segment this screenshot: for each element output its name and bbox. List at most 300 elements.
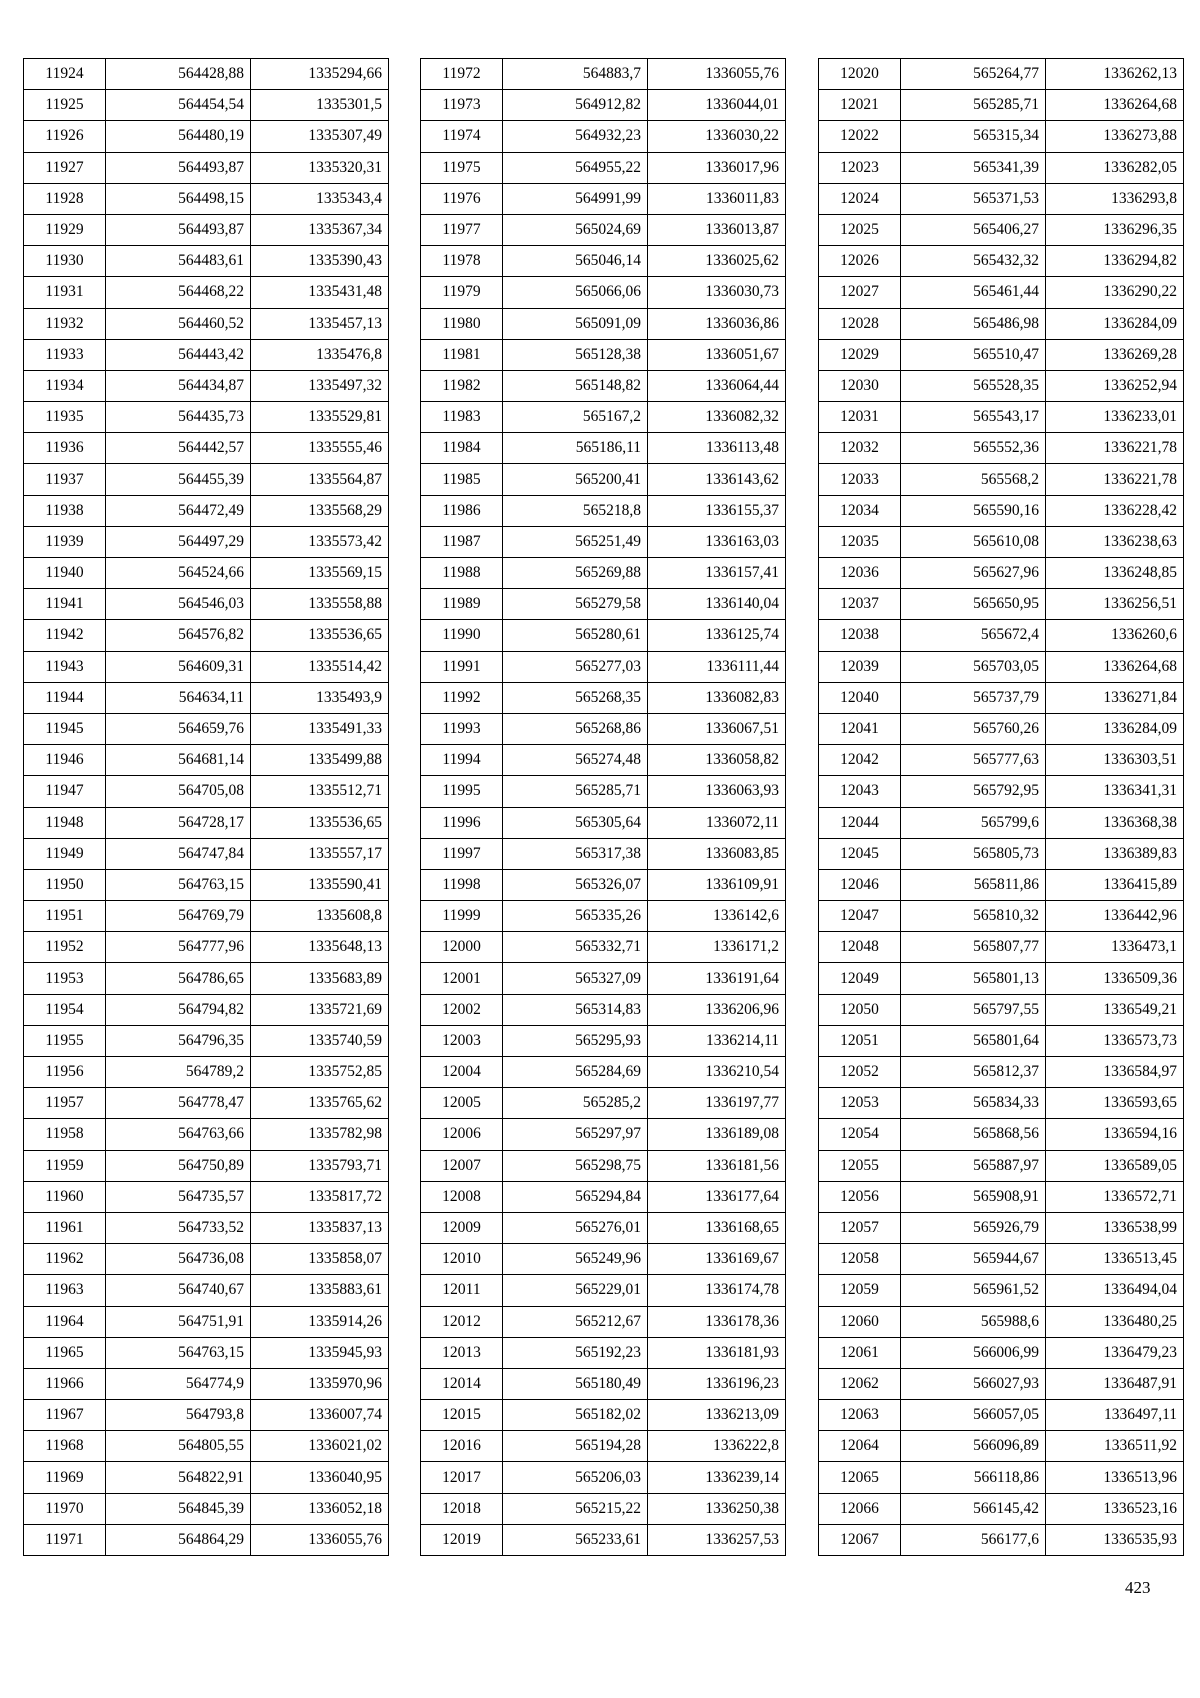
table-row: [819, 1025, 1184, 1056]
table-row: [421, 370, 786, 401]
table-row: [421, 1400, 786, 1431]
table-row: [421, 1431, 786, 1462]
point-number-cell: 12030: [819, 370, 901, 401]
y-coordinate-cell: 1336036,86: [648, 308, 786, 339]
y-coordinate-cell: 1335301,5: [251, 90, 389, 121]
table-row: [819, 651, 1184, 682]
point-number-cell: 11993: [421, 713, 503, 744]
x-coordinate-cell: 566096,89: [901, 1431, 1046, 1462]
x-coordinate-cell: 564493,87: [106, 152, 251, 183]
y-coordinate-cell: 1336341,31: [1046, 776, 1184, 807]
point-number-cell: 12037: [819, 589, 901, 620]
point-number-cell: 12055: [819, 1150, 901, 1181]
point-number-cell: 12064: [819, 1431, 901, 1462]
y-coordinate-cell: 1336044,01: [648, 90, 786, 121]
x-coordinate-cell: 565944,67: [901, 1244, 1046, 1275]
point-number-cell: 11994: [421, 745, 503, 776]
y-coordinate-cell: 1336007,74: [251, 1400, 389, 1431]
y-coordinate-cell: 1336589,05: [1046, 1150, 1184, 1181]
x-coordinate-cell: 565182,02: [503, 1400, 648, 1431]
y-coordinate-cell: 1336142,6: [648, 901, 786, 932]
x-coordinate-cell: 564736,08: [106, 1244, 251, 1275]
x-coordinate-cell: 566177,6: [901, 1524, 1046, 1555]
table-row: [819, 1337, 1184, 1368]
y-coordinate-cell: 1336262,13: [1046, 59, 1184, 90]
table-row: [819, 1275, 1184, 1306]
x-coordinate-cell: 564932,23: [503, 121, 648, 152]
point-number-cell: 12021: [819, 90, 901, 121]
y-coordinate-cell: 1336269,28: [1046, 339, 1184, 370]
x-coordinate-cell: 564681,14: [106, 745, 251, 776]
point-number-cell: 11957: [24, 1088, 106, 1119]
point-number-cell: 12019: [421, 1524, 503, 1555]
x-coordinate-cell: 564634,11: [106, 682, 251, 713]
point-number-cell: 12014: [421, 1368, 503, 1399]
point-number-cell: 12048: [819, 932, 901, 963]
table-row: [819, 776, 1184, 807]
table-row: [24, 1400, 389, 1431]
x-coordinate-cell: 565811,86: [901, 869, 1046, 900]
point-number-cell: 12016: [421, 1431, 503, 1462]
point-number-cell: 12061: [819, 1337, 901, 1368]
table-row: [421, 402, 786, 433]
x-coordinate-cell: 565810,32: [901, 901, 1046, 932]
y-coordinate-cell: 1336239,14: [648, 1462, 786, 1493]
x-coordinate-cell: 565406,27: [901, 214, 1046, 245]
x-coordinate-cell: 565298,75: [503, 1150, 648, 1181]
point-number-cell: 11943: [24, 651, 106, 682]
table-row: [421, 838, 786, 869]
x-coordinate-cell: 565961,52: [901, 1275, 1046, 1306]
y-coordinate-cell: 1336174,78: [648, 1275, 786, 1306]
point-number-cell: 11962: [24, 1244, 106, 1275]
point-number-cell: 11940: [24, 558, 106, 589]
table-row: [24, 682, 389, 713]
y-coordinate-cell: 1335367,34: [251, 214, 389, 245]
point-number-cell: 11938: [24, 495, 106, 526]
point-number-cell: 12047: [819, 901, 901, 932]
table-row: [819, 1119, 1184, 1150]
table-row: [421, 1462, 786, 1493]
y-coordinate-cell: 1336197,77: [648, 1088, 786, 1119]
y-coordinate-cell: 1336206,96: [648, 994, 786, 1025]
point-number-cell: 11985: [421, 464, 503, 495]
table-row: [24, 901, 389, 932]
point-number-cell: 12003: [421, 1025, 503, 1056]
table-row: [24, 526, 389, 557]
x-coordinate-cell: 565805,73: [901, 838, 1046, 869]
y-coordinate-cell: 1336442,96: [1046, 901, 1184, 932]
y-coordinate-cell: 1336584,97: [1046, 1057, 1184, 1088]
x-coordinate-cell: 565251,49: [503, 526, 648, 557]
y-coordinate-cell: 1335431,48: [251, 277, 389, 308]
point-number-cell: 12006: [421, 1119, 503, 1150]
table-row: [421, 1306, 786, 1337]
y-coordinate-cell: 1336260,6: [1046, 620, 1184, 651]
point-number-cell: 11988: [421, 558, 503, 589]
table-row: [819, 1462, 1184, 1493]
point-number-cell: 11929: [24, 214, 106, 245]
table-row: [24, 277, 389, 308]
point-number-cell: 11980: [421, 308, 503, 339]
x-coordinate-cell: 565212,67: [503, 1306, 648, 1337]
table-row: [24, 1057, 389, 1088]
point-number-cell: 12054: [819, 1119, 901, 1150]
x-coordinate-cell: 565672,4: [901, 620, 1046, 651]
point-number-cell: 11998: [421, 869, 503, 900]
x-coordinate-cell: 564763,15: [106, 869, 251, 900]
y-coordinate-cell: 1336290,22: [1046, 277, 1184, 308]
x-coordinate-cell: 564498,15: [106, 183, 251, 214]
x-coordinate-cell: 565314,83: [503, 994, 648, 1025]
x-coordinate-cell: 565297,97: [503, 1119, 648, 1150]
y-coordinate-cell: 1335568,29: [251, 495, 389, 526]
table-row: [24, 994, 389, 1025]
x-coordinate-cell: 564733,52: [106, 1212, 251, 1243]
y-coordinate-cell: 1336221,78: [1046, 433, 1184, 464]
y-coordinate-cell: 1335793,71: [251, 1150, 389, 1181]
point-number-cell: 11983: [421, 402, 503, 433]
x-coordinate-cell: 565552,36: [901, 433, 1046, 464]
table-row: [421, 1057, 786, 1088]
point-number-cell: 11948: [24, 807, 106, 838]
x-coordinate-cell: 565128,38: [503, 339, 648, 370]
y-coordinate-cell: 1335608,8: [251, 901, 389, 932]
y-coordinate-cell: 1335817,72: [251, 1181, 389, 1212]
y-coordinate-cell: 1336155,37: [648, 495, 786, 526]
point-number-cell: 11937: [24, 464, 106, 495]
y-coordinate-cell: 1336282,05: [1046, 152, 1184, 183]
table-row: [421, 620, 786, 651]
point-number-cell: 11936: [24, 433, 106, 464]
x-coordinate-cell: 564786,65: [106, 963, 251, 994]
x-coordinate-cell: 565279,58: [503, 589, 648, 620]
y-coordinate-cell: 1336250,38: [648, 1493, 786, 1524]
point-number-cell: 11982: [421, 370, 503, 401]
x-coordinate-cell: 565510,47: [901, 339, 1046, 370]
x-coordinate-cell: 565834,33: [901, 1088, 1046, 1119]
x-coordinate-cell: 564472,49: [106, 495, 251, 526]
table-row: [421, 214, 786, 245]
y-coordinate-cell: 1336017,96: [648, 152, 786, 183]
point-number-cell: 11978: [421, 246, 503, 277]
y-coordinate-cell: 1336573,73: [1046, 1025, 1184, 1056]
point-number-cell: 12018: [421, 1493, 503, 1524]
table-row: [24, 339, 389, 370]
point-number-cell: 12056: [819, 1181, 901, 1212]
y-coordinate-cell: 1336083,85: [648, 838, 786, 869]
table-row: [24, 1119, 389, 1150]
x-coordinate-cell: 565269,88: [503, 558, 648, 589]
point-number-cell: 12033: [819, 464, 901, 495]
table-row: [819, 1431, 1184, 1462]
point-number-cell: 12045: [819, 838, 901, 869]
point-number-cell: 11992: [421, 682, 503, 713]
table-row: [421, 776, 786, 807]
table-row: [421, 339, 786, 370]
x-coordinate-cell: 564659,76: [106, 713, 251, 744]
x-coordinate-cell: 564751,91: [106, 1306, 251, 1337]
table-row: [819, 495, 1184, 526]
table-row: [819, 869, 1184, 900]
table-row: [421, 526, 786, 557]
table-row: [819, 1524, 1184, 1555]
point-number-cell: 11977: [421, 214, 503, 245]
x-coordinate-cell: 564740,67: [106, 1275, 251, 1306]
table-row: [421, 932, 786, 963]
point-number-cell: 11939: [24, 526, 106, 557]
point-number-cell: 11942: [24, 620, 106, 651]
y-coordinate-cell: 1335590,41: [251, 869, 389, 900]
table-row: [24, 807, 389, 838]
x-coordinate-cell: 565432,32: [901, 246, 1046, 277]
point-number-cell: 11972: [421, 59, 503, 90]
coordinate-table-2: [420, 58, 786, 1556]
table-row: [819, 370, 1184, 401]
point-number-cell: 12038: [819, 620, 901, 651]
y-coordinate-cell: 1336072,11: [648, 807, 786, 838]
x-coordinate-cell: 564793,8: [106, 1400, 251, 1431]
point-number-cell: 12039: [819, 651, 901, 682]
y-coordinate-cell: 1336051,67: [648, 339, 786, 370]
table-row: [819, 713, 1184, 744]
x-coordinate-cell: 565268,35: [503, 682, 648, 713]
point-number-cell: 12060: [819, 1306, 901, 1337]
point-number-cell: 11963: [24, 1275, 106, 1306]
x-coordinate-cell: 565341,39: [901, 152, 1046, 183]
y-coordinate-cell: 1336296,35: [1046, 214, 1184, 245]
table-row: [421, 246, 786, 277]
table-row: [819, 339, 1184, 370]
point-number-cell: 11951: [24, 901, 106, 932]
y-coordinate-cell: 1335945,93: [251, 1337, 389, 1368]
y-coordinate-cell: 1335914,26: [251, 1306, 389, 1337]
x-coordinate-cell: 564468,22: [106, 277, 251, 308]
y-coordinate-cell: 1336030,73: [648, 277, 786, 308]
x-coordinate-cell: 565812,37: [901, 1057, 1046, 1088]
y-coordinate-cell: 1336480,25: [1046, 1306, 1184, 1337]
point-number-cell: 11933: [24, 339, 106, 370]
table-row: [819, 1400, 1184, 1431]
x-coordinate-cell: 564735,57: [106, 1181, 251, 1212]
x-coordinate-cell: 565317,38: [503, 838, 648, 869]
y-coordinate-cell: 1336494,04: [1046, 1275, 1184, 1306]
table-row: [819, 620, 1184, 651]
x-coordinate-cell: 564774,9: [106, 1368, 251, 1399]
y-coordinate-cell: 1336549,21: [1046, 994, 1184, 1025]
point-number-cell: 12058: [819, 1244, 901, 1275]
point-number-cell: 11990: [421, 620, 503, 651]
table-row: [24, 1431, 389, 1462]
table-row: [24, 246, 389, 277]
y-coordinate-cell: 1336264,68: [1046, 651, 1184, 682]
point-number-cell: 12000: [421, 932, 503, 963]
table-row: [819, 308, 1184, 339]
x-coordinate-cell: 564443,42: [106, 339, 251, 370]
y-coordinate-cell: 1335514,42: [251, 651, 389, 682]
y-coordinate-cell: 1336238,63: [1046, 526, 1184, 557]
y-coordinate-cell: 1336513,45: [1046, 1244, 1184, 1275]
point-number-cell: 12004: [421, 1057, 503, 1088]
point-number-cell: 12022: [819, 121, 901, 152]
table-row: [421, 1088, 786, 1119]
y-coordinate-cell: 1336157,41: [648, 558, 786, 589]
point-number-cell: 11976: [421, 183, 503, 214]
y-coordinate-cell: 1335493,9: [251, 682, 389, 713]
x-coordinate-cell: 565285,71: [503, 776, 648, 807]
point-number-cell: 12020: [819, 59, 901, 90]
table-row: [421, 1275, 786, 1306]
point-number-cell: 12042: [819, 745, 901, 776]
table-row: [421, 1337, 786, 1368]
y-coordinate-cell: 1336415,89: [1046, 869, 1184, 900]
table-row: [819, 838, 1184, 869]
y-coordinate-cell: 1336233,01: [1046, 402, 1184, 433]
table-row: [421, 90, 786, 121]
x-coordinate-cell: 565926,79: [901, 1212, 1046, 1243]
table-row: [421, 1244, 786, 1275]
x-coordinate-cell: 565186,11: [503, 433, 648, 464]
x-coordinate-cell: 565276,01: [503, 1212, 648, 1243]
point-number-cell: 11991: [421, 651, 503, 682]
table-row: [24, 651, 389, 682]
x-coordinate-cell: 566057,05: [901, 1400, 1046, 1431]
table-row: [421, 464, 786, 495]
x-coordinate-cell: 564796,35: [106, 1025, 251, 1056]
point-number-cell: 11966: [24, 1368, 106, 1399]
x-coordinate-cell: 565148,82: [503, 370, 648, 401]
y-coordinate-cell: 1336113,48: [648, 433, 786, 464]
y-coordinate-cell: 1336143,62: [648, 464, 786, 495]
y-coordinate-cell: 1335307,49: [251, 121, 389, 152]
x-coordinate-cell: 566006,99: [901, 1337, 1046, 1368]
x-coordinate-cell: 564524,66: [106, 558, 251, 589]
point-number-cell: 11974: [421, 121, 503, 152]
y-coordinate-cell: 1335858,07: [251, 1244, 389, 1275]
table-row: [421, 651, 786, 682]
x-coordinate-cell: 565326,07: [503, 869, 648, 900]
point-number-cell: 12053: [819, 1088, 901, 1119]
y-coordinate-cell: 1336535,93: [1046, 1524, 1184, 1555]
point-number-cell: 12005: [421, 1088, 503, 1119]
point-number-cell: 12025: [819, 214, 901, 245]
x-coordinate-cell: 564728,17: [106, 807, 251, 838]
y-coordinate-cell: 1336252,94: [1046, 370, 1184, 401]
y-coordinate-cell: 1336368,38: [1046, 807, 1184, 838]
table-row: [819, 1212, 1184, 1243]
table-row: [24, 1337, 389, 1368]
y-coordinate-cell: 1336523,16: [1046, 1493, 1184, 1524]
x-coordinate-cell: 566145,42: [901, 1493, 1046, 1524]
table-row: [24, 1368, 389, 1399]
y-coordinate-cell: 1335320,31: [251, 152, 389, 183]
y-coordinate-cell: 1335721,69: [251, 994, 389, 1025]
table-row: [421, 152, 786, 183]
point-number-cell: 11967: [24, 1400, 106, 1431]
table-row: [421, 963, 786, 994]
y-coordinate-cell: 1335569,15: [251, 558, 389, 589]
x-coordinate-cell: 565200,41: [503, 464, 648, 495]
y-coordinate-cell: 1335294,66: [251, 59, 389, 90]
table-row: [24, 745, 389, 776]
x-coordinate-cell: 564483,61: [106, 246, 251, 277]
table-row: [24, 1025, 389, 1056]
table-row: [421, 59, 786, 90]
point-number-cell: 11931: [24, 277, 106, 308]
point-number-cell: 12051: [819, 1025, 901, 1056]
table-row: [421, 1150, 786, 1181]
x-coordinate-cell: 565543,17: [901, 402, 1046, 433]
y-coordinate-cell: 1336082,83: [648, 682, 786, 713]
y-coordinate-cell: 1336273,88: [1046, 121, 1184, 152]
x-coordinate-cell: 565908,91: [901, 1181, 1046, 1212]
point-number-cell: 11996: [421, 807, 503, 838]
x-coordinate-cell: 565461,44: [901, 277, 1046, 308]
table-row: [819, 1244, 1184, 1275]
table-row: [24, 713, 389, 744]
x-coordinate-cell: 564576,82: [106, 620, 251, 651]
table-row: [421, 1025, 786, 1056]
y-coordinate-cell: 1335564,87: [251, 464, 389, 495]
x-coordinate-cell: 565371,53: [901, 183, 1046, 214]
point-number-cell: 11989: [421, 589, 503, 620]
y-coordinate-cell: 1336171,2: [648, 932, 786, 963]
y-coordinate-cell: 1336168,65: [648, 1212, 786, 1243]
x-coordinate-cell: 566118,86: [901, 1462, 1046, 1493]
y-coordinate-cell: 1336228,42: [1046, 495, 1184, 526]
y-coordinate-cell: 1336572,71: [1046, 1181, 1184, 1212]
point-number-cell: 12002: [421, 994, 503, 1025]
table-row: [24, 308, 389, 339]
y-coordinate-cell: 1336257,53: [648, 1524, 786, 1555]
coordinate-table-3: [818, 58, 1184, 1556]
point-number-cell: 12010: [421, 1244, 503, 1275]
y-coordinate-cell: 1336303,51: [1046, 745, 1184, 776]
point-number-cell: 12001: [421, 963, 503, 994]
point-number-cell: 11956: [24, 1057, 106, 1088]
x-coordinate-cell: 564497,29: [106, 526, 251, 557]
y-coordinate-cell: 1336013,87: [648, 214, 786, 245]
point-number-cell: 12024: [819, 183, 901, 214]
x-coordinate-cell: 564455,39: [106, 464, 251, 495]
coordinate-table-1: [23, 58, 389, 1556]
y-coordinate-cell: 1335512,71: [251, 776, 389, 807]
table-row: [24, 59, 389, 90]
table-row: [819, 121, 1184, 152]
point-number-cell: 11959: [24, 1150, 106, 1181]
x-coordinate-cell: 564955,22: [503, 152, 648, 183]
x-coordinate-cell: 565274,48: [503, 745, 648, 776]
x-coordinate-cell: 564428,88: [106, 59, 251, 90]
table-row: [819, 901, 1184, 932]
y-coordinate-cell: 1335491,33: [251, 713, 389, 744]
y-coordinate-cell: 1336064,44: [648, 370, 786, 401]
table-row: [819, 932, 1184, 963]
point-number-cell: 11947: [24, 776, 106, 807]
y-coordinate-cell: 1336025,62: [648, 246, 786, 277]
table-row: [819, 59, 1184, 90]
table-row: [24, 495, 389, 526]
x-coordinate-cell: 564794,82: [106, 994, 251, 1025]
point-number-cell: 11979: [421, 277, 503, 308]
y-coordinate-cell: 1336125,74: [648, 620, 786, 651]
y-coordinate-cell: 1335883,61: [251, 1275, 389, 1306]
x-coordinate-cell: 564912,82: [503, 90, 648, 121]
x-coordinate-cell: 565046,14: [503, 246, 648, 277]
x-coordinate-cell: 565277,03: [503, 651, 648, 682]
y-coordinate-cell: 1336055,76: [648, 59, 786, 90]
x-coordinate-cell: 564750,89: [106, 1150, 251, 1181]
